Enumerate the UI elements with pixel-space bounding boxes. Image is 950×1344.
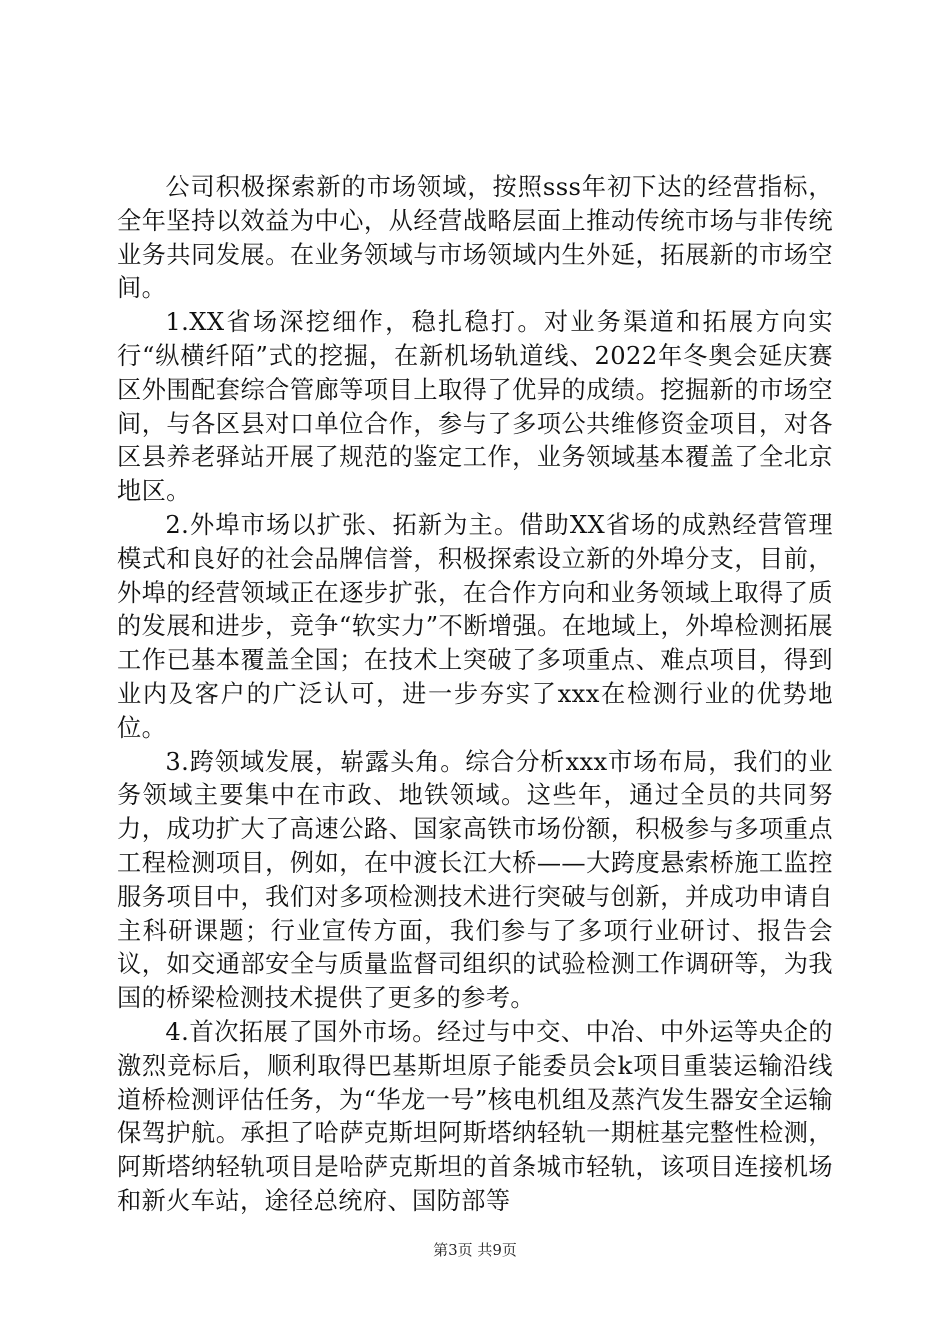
paragraph-item-3: 3.跨领域发展，崭露头角。综合分析xxx市场布局，我们的业务领域主要集中在市政、地铁领域。这些年，通过全员的共同努力，成功扩大了高速公路、国家高铁市场份额，积极参与多项重点工程检测项目，例如，在中渡长江大桥——大跨度悬索桥施工监控服务项目中，我们对多项检测技术进行突破与创新，并成功申请自主科研课题；行业宣传方面，我们参与了多项行业研讨、报告会议，如交通部安全与质量监督司组织的试验检测工作调研等，为我国的桥梁检测技术提供了更多的参考。 — [117, 747, 833, 1013]
paragraph-item-4: 4.首次拓展了国外市场。经过与中交、中冶、中外运等央企的激烈竞标后，顺利取得巴基斯坦原子能委员会k项目重装运输沿线道桥检测评估任务，为“华龙一号”核电机组及蒸汽发生器安全运输保驾护航。承担了哈萨克斯坦阿斯塔纳轻轨一期桩基完整性检测，阿斯塔纳轻轨项目是哈萨克斯坦的首条城市轻轨，该项目连接机场和新火车站，途径总统府、国防部等 — [117, 1017, 833, 1215]
paragraph-intro: 公司积极探索新的市场领域，按照sss年初下达的经营指标，全年坚持以效益为中心，从经营战略层面上推动传统市场与非传统业务共同发展。在业务领域与市场领域内生外延，拓展新的市场空间。 — [117, 173, 833, 303]
paragraph-item-2: 2.外埠市场以扩张、拓新为主。借助XX省场的成熟经营管理模式和良好的社会品牌信誉，积极探索设立新的外埠分支，目前，外埠的经营领域正在逐步扩张，在合作方向和业务领域上取得了质的发展和进步，竞争“软实力”不断增强。在地域上，外埠检测拓展工作已基本覆盖全国；在技术上突破了多项重点、难点项目，得到业内及客户的广泛认可，进一步夯实了xxx在检测行业的优势地位。 — [117, 510, 833, 742]
document-body — [117, 171, 833, 1219]
page-number-footer: 第3页 共9页 — [433, 1241, 517, 1259]
paragraph-item-1: 1.XX省场深挖细作，稳扎稳打。对业务渠道和拓展方向实行“纵横纤陌”式的挖掘，在新机场轨道线、2022年冬奥会延庆赛区外围配套综合管廊等项目上取得了优异的成绩。挖掘新的市场空间，与各区县对口单位合作，参与了多项公共维修资金项目，对各区县养老驿站开展了规范的鉴定工作，业务领域基本覆盖了全北京地区。 — [117, 308, 833, 506]
